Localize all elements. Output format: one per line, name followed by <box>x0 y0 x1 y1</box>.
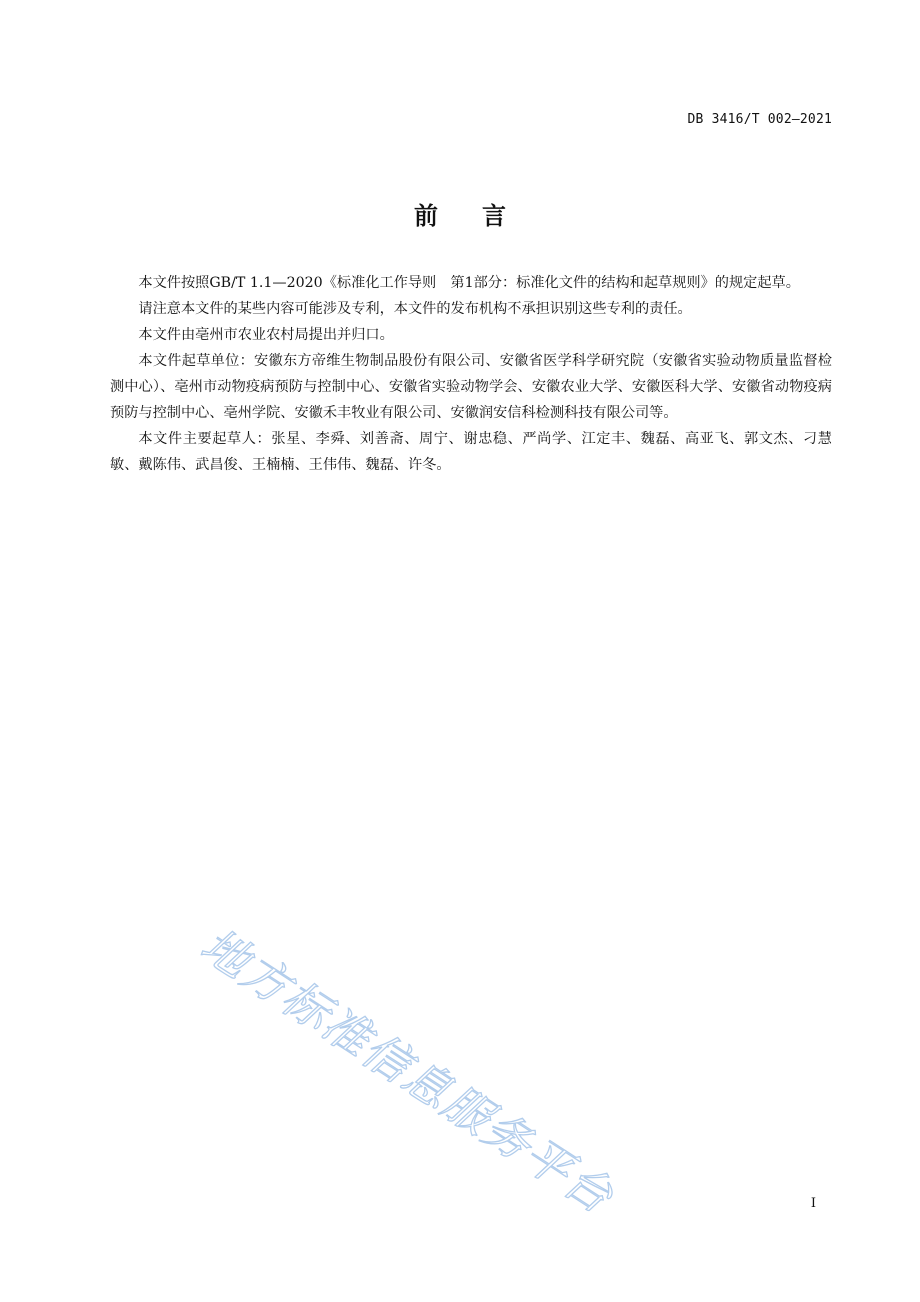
paragraph-proposer: 本文件由亳州市农业农村局提出并归口。 <box>138 327 394 343</box>
page-title: 前言 <box>414 202 550 230</box>
page-number: I <box>810 1196 816 1211</box>
paragraph-drafters: 本文件主要起草人：张星、李舜、刘善斋、周宁、谢忠稳、严尚学、江定丰、魏磊、高亚飞、郭文杰、刁慧敏、戴陈伟、武昌俊、王楠楠、王伟伟、魏磊、许冬。 <box>110 431 832 473</box>
watermark: 地方标准信息服务平台 <box>191 917 624 1225</box>
paragraph-drafting-units: 本文件起草单位：安徽东方帝维生物制品股份有限公司、安徽省医学科学研究院（安徽省实验动物质量监督检测中心）、亳州市动物疫病预防与控制中心、安徽省实验动物学会、安徽农业大学、安徽医科大学、安徽省动物疫病预防与控制中心、亳州学院、安徽禾丰牧业有限公司、安徽润安信科检测科技有限公司等。 <box>110 353 832 421</box>
document-code: DB 3416/T 002—2021 <box>687 112 832 127</box>
foreword-body <box>110 270 832 478</box>
paragraph-drafting-rules: 本文件按照GB/T 1.1—2020《标准化工作导则 第1部分：标准化文件的结构和起草规则》的规定起草。 <box>138 275 800 291</box>
paragraph-patent-notice: 请注意本文件的某些内容可能涉及专利，本文件的发布机构不承担识别这些专利的责任。 <box>138 301 692 317</box>
